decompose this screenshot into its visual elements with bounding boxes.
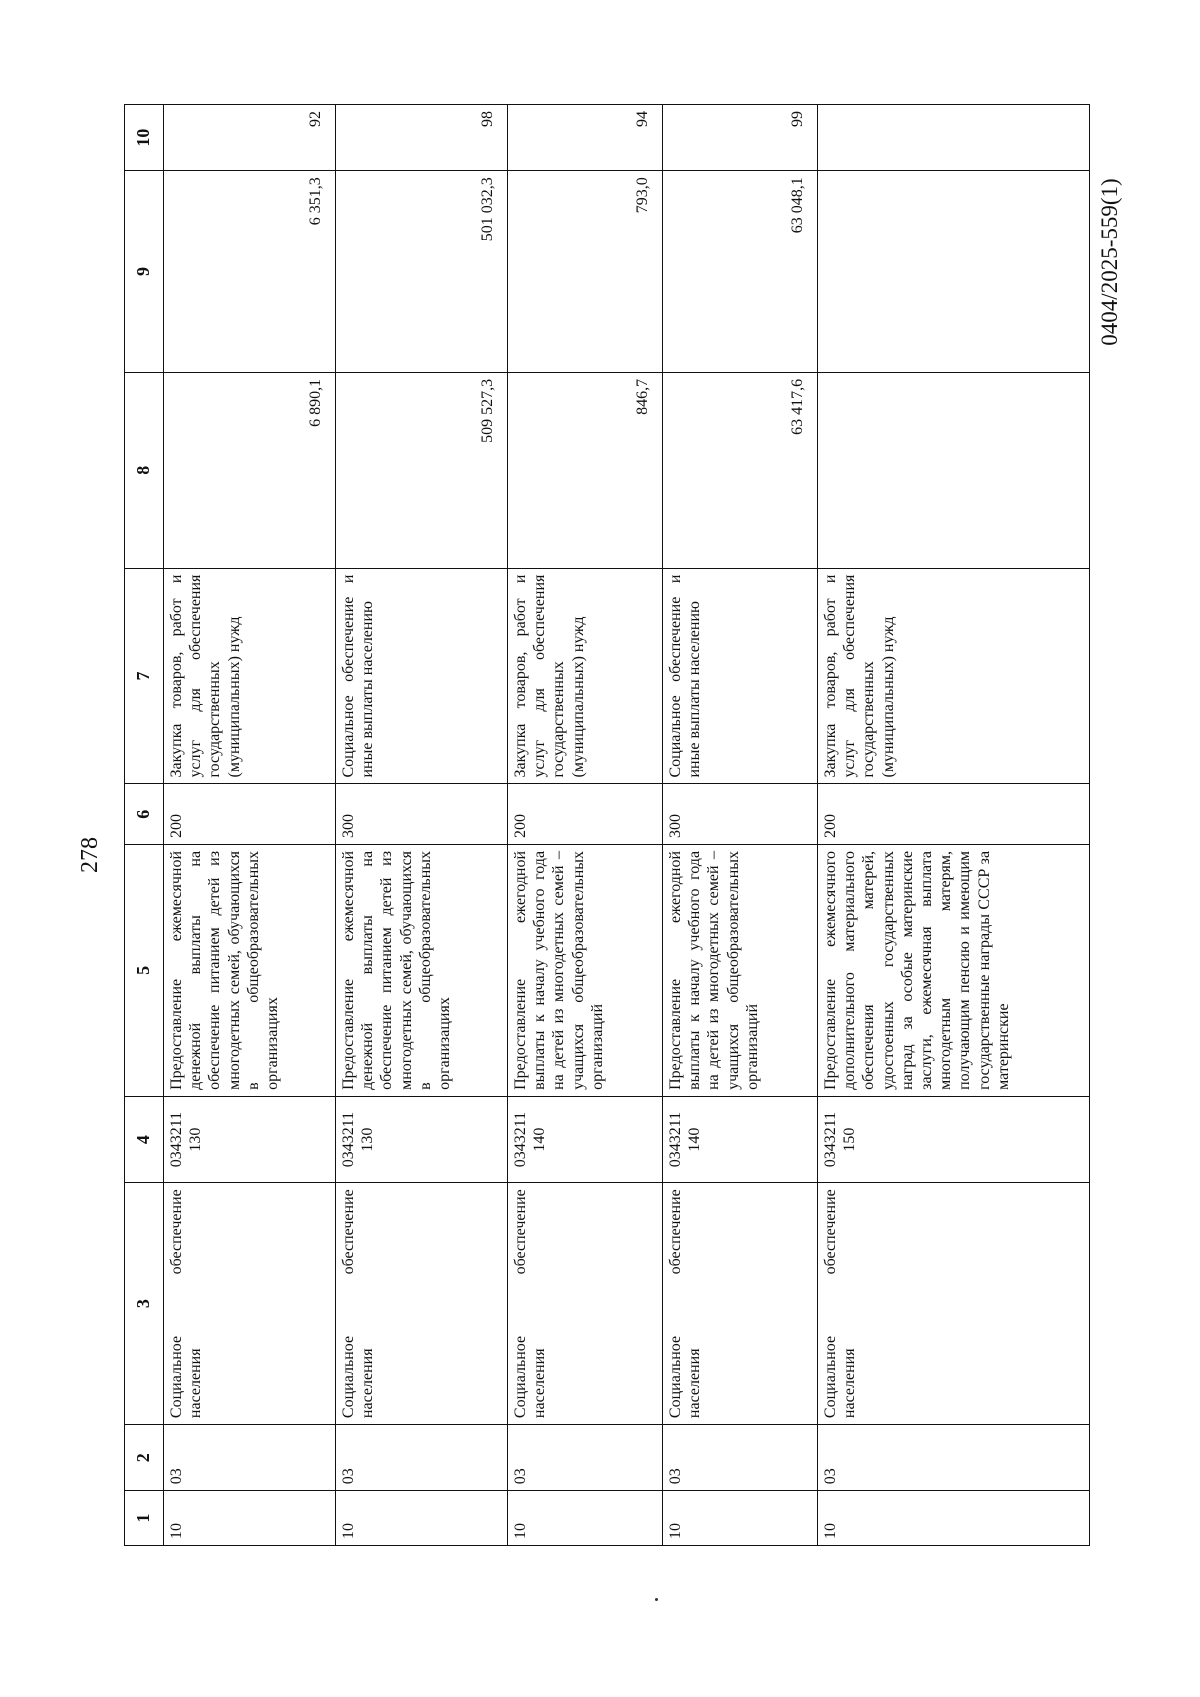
- target-article-name: Предоставление ежегодной выплаты к началу учебного года на детей из многодетных семей – учащихся общеобразовательных организаций: [508, 844, 663, 1096]
- budget-table: [124, 104, 1090, 1546]
- target-article-name: Предоставление ежемесячной денежной выплаты на обеспечение питанием детей из многодетных семей, обучающихся в общеобразовательных организациях: [336, 844, 508, 1096]
- table-row: [336, 105, 508, 1546]
- page-number: 278: [77, 837, 103, 873]
- section-name-word: обеспечение: [822, 1189, 839, 1275]
- target-article-code: 0343211 130: [336, 1096, 508, 1182]
- expense-type-code: 300: [336, 784, 508, 844]
- section-code: 10: [818, 1491, 1090, 1546]
- subsection-code: 03: [508, 1425, 663, 1491]
- section-name-word: Социальное: [667, 1335, 684, 1419]
- section-name-word: обеспечение: [667, 1189, 684, 1275]
- target-article-name: Предоставление ежемесячного дополнительного материального обеспечения матерей, удостоенных государственных наград за особые материнские заслуги, ежемесячная выплата многодетным матерям, получающим пенсию и имеющим государственные награды СССР за материнские: [818, 844, 1090, 1096]
- section-name: [508, 1183, 663, 1425]
- execution-percent: 94: [508, 105, 663, 171]
- execution-percent: [818, 105, 1090, 171]
- planned-amount: 63 417,6: [663, 372, 818, 568]
- target-article-code: 0343211 130: [164, 1096, 336, 1182]
- target-article-code: 0343211 140: [663, 1096, 818, 1182]
- expense-type-code: 200: [508, 784, 663, 844]
- section-code: 10: [508, 1491, 663, 1546]
- section-name-word: обеспечение: [512, 1189, 529, 1275]
- expense-type-code: 300: [663, 784, 818, 844]
- header-cell: 6: [125, 784, 164, 844]
- expense-type-name: Закупка товаров, работ и услуг для обеспечения государственных (муниципальных) нужд: [508, 568, 663, 784]
- section-name-word: населения: [359, 1348, 377, 1419]
- executed-amount: 501 032,3: [336, 171, 508, 373]
- header-cell: 9: [125, 171, 164, 373]
- execution-percent: 99: [663, 105, 818, 171]
- header-cell: 8: [125, 372, 164, 568]
- expense-type-name: Социальное обеспечение и иные выплаты населению: [663, 568, 818, 784]
- header-cell: 3: [125, 1183, 164, 1425]
- table-container: [124, 104, 1084, 1546]
- executed-amount: 793,0: [508, 171, 663, 373]
- target-article-code: 0343211 140: [508, 1096, 663, 1182]
- rotated-table-frame: [124, 104, 1084, 1546]
- subsection-code: 03: [663, 1425, 818, 1491]
- section-name-word: обеспечение: [168, 1189, 185, 1275]
- section-name-word: населения: [531, 1348, 549, 1419]
- scan-dot: [655, 1598, 658, 1601]
- header-cell: 5: [125, 844, 164, 1096]
- table-row: [818, 105, 1090, 1546]
- table-row: [164, 105, 336, 1546]
- table-row: [508, 105, 663, 1546]
- target-article-code: 0343211 150: [818, 1096, 1090, 1182]
- expense-type-name: Социальное обеспечение и иные выплаты населению: [336, 568, 508, 784]
- expense-type-code: 200: [164, 784, 336, 844]
- section-name-word: Социальное: [168, 1335, 185, 1419]
- executed-amount: 6 351,3: [164, 171, 336, 373]
- section-name-word: обеспечение: [340, 1189, 357, 1275]
- executed-amount: 63 048,1: [663, 171, 818, 373]
- section-name-word: населения: [686, 1348, 704, 1419]
- section-code: 10: [336, 1491, 508, 1546]
- section-code: 10: [663, 1491, 818, 1546]
- execution-percent: 98: [336, 105, 508, 171]
- section-name: [818, 1183, 1090, 1425]
- expense-type-name: Закупка товаров, работ и услуг для обеспечения государственных (муниципальных) нужд: [818, 568, 1090, 784]
- header-cell: 2: [125, 1425, 164, 1491]
- planned-amount: [818, 372, 1090, 568]
- section-name-word: населения: [841, 1348, 859, 1419]
- section-name: [663, 1183, 818, 1425]
- section-name-word: населения: [187, 1348, 205, 1419]
- section-name: [336, 1183, 508, 1425]
- subsection-code: 03: [818, 1425, 1090, 1491]
- subsection-code: 03: [164, 1425, 336, 1491]
- header-cell: 7: [125, 568, 164, 784]
- section-code: 10: [164, 1491, 336, 1546]
- table-row: [663, 105, 818, 1546]
- target-article-name: Предоставление ежемесячной денежной выплаты на обеспечение питанием детей из многодетных семей, обучающихся в общеобразовательных организациях: [164, 844, 336, 1096]
- header-cell: 4: [125, 1096, 164, 1182]
- section-name-word: Социальное: [822, 1335, 839, 1419]
- header-cell: 1: [125, 1491, 164, 1546]
- expense-type-code: 200: [818, 784, 1090, 844]
- target-article-name: Предоставление ежегодной выплаты к началу учебного года на детей из многодетных семей – учащихся общеобразовательных организаций: [663, 844, 818, 1096]
- executed-amount: [818, 171, 1090, 373]
- execution-percent: 92: [164, 105, 336, 171]
- planned-amount: 846,7: [508, 372, 663, 568]
- document-id: 0404/2025-559(1): [1097, 178, 1122, 346]
- header-row: [125, 105, 164, 1546]
- section-name: [164, 1183, 336, 1425]
- expense-type-name: Закупка товаров, работ и услуг для обеспечения государственных (муниципальных) нужд: [164, 568, 336, 784]
- section-name-word: Социальное: [340, 1335, 357, 1419]
- section-name-word: Социальное: [512, 1335, 529, 1419]
- planned-amount: 6 890,1: [164, 372, 336, 568]
- planned-amount: 509 527,3: [336, 372, 508, 568]
- subsection-code: 03: [336, 1425, 508, 1491]
- header-cell: 10: [125, 105, 164, 171]
